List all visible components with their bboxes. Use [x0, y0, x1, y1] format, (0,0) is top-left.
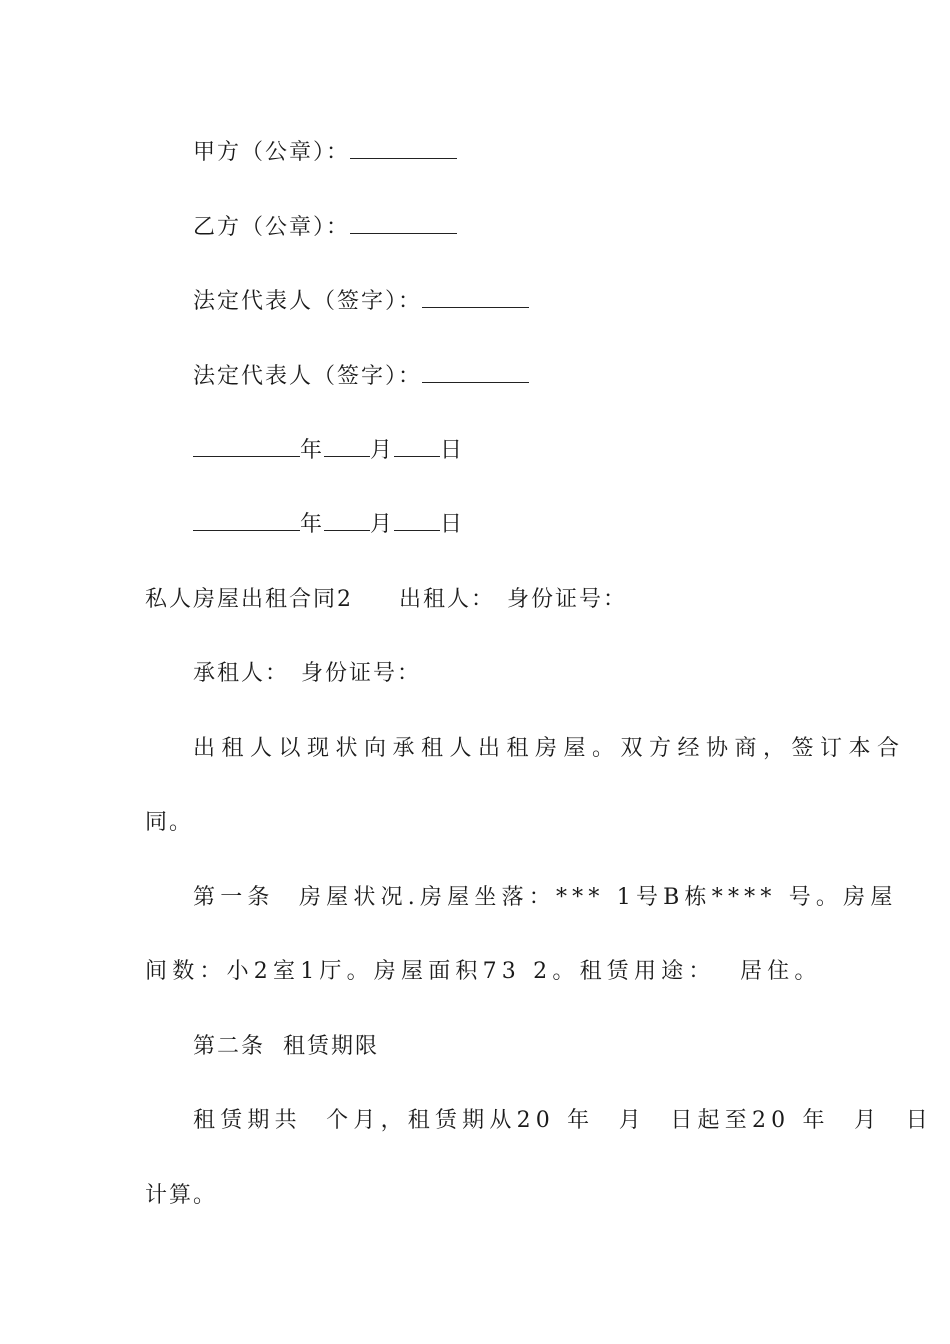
- date-day-label-1: 日: [440, 438, 465, 463]
- article1-line-2: 间数：小2室1厅。房屋面积73 2。租赁用途： 居住。: [145, 959, 822, 984]
- date-year-label-2: 年: [300, 512, 325, 537]
- date-day-blank-2: [394, 510, 440, 531]
- date-month-blank-2: [324, 510, 370, 531]
- lessee-label: 承租人：: [193, 661, 290, 686]
- party-a-blank: [350, 138, 457, 159]
- date-line-1: [193, 436, 813, 466]
- legal-rep-label-2: 法定代表人（签字）：: [193, 364, 423, 389]
- lessor-id-label: 身份证号：: [507, 587, 628, 612]
- party-b-label: 乙方（公章）：: [193, 215, 351, 240]
- intro-paragraph-line-2: 同。: [145, 810, 194, 835]
- article2-line-1: 租赁期共 个月，租赁期从20 年 月 日起至20 年 月 日: [193, 1108, 933, 1133]
- party-b-blank: [350, 213, 457, 234]
- lessee-line: [193, 659, 813, 689]
- article2-line-2: 计算。: [145, 1183, 218, 1208]
- party-b-seal-line: [193, 213, 813, 243]
- legal-rep-blank-1: [422, 287, 529, 308]
- lessee-id-label: 身份证号：: [301, 661, 422, 686]
- party-a-seal-line: [193, 138, 813, 168]
- date-year-label-1: 年: [300, 438, 325, 463]
- party-a-label: 甲方（公章）：: [193, 140, 351, 165]
- date-day-label-2: 日: [440, 512, 465, 537]
- article2-title: 第二条 租赁期限: [193, 1034, 379, 1059]
- date-month-label-1: 月: [370, 438, 395, 463]
- date-month-blank-1: [324, 436, 370, 457]
- lessor-label: 出租人：: [399, 587, 496, 612]
- date-year-blank-2: [193, 510, 300, 531]
- date-day-blank-1: [394, 436, 440, 457]
- contract-title: 私人房屋出租合同2: [145, 587, 353, 612]
- legal-rep-blank-2: [422, 362, 529, 383]
- date-year-blank-1: [193, 436, 300, 457]
- legal-rep-label-1: 法定代表人（签字）：: [193, 289, 423, 314]
- date-month-label-2: 月: [370, 512, 395, 537]
- legal-rep-line-1: [193, 287, 813, 317]
- legal-rep-line-2: [193, 362, 813, 392]
- intro-paragraph-line-1: 出租人以现状向承租人出租房屋。双方经协商，签订本合: [193, 736, 906, 761]
- contract-title-line: [145, 585, 815, 615]
- date-line-2: [193, 510, 813, 540]
- article1-line-1: 第一条 房屋状况.房屋坐落：*** 1号B栋**** 号。房屋: [193, 885, 898, 910]
